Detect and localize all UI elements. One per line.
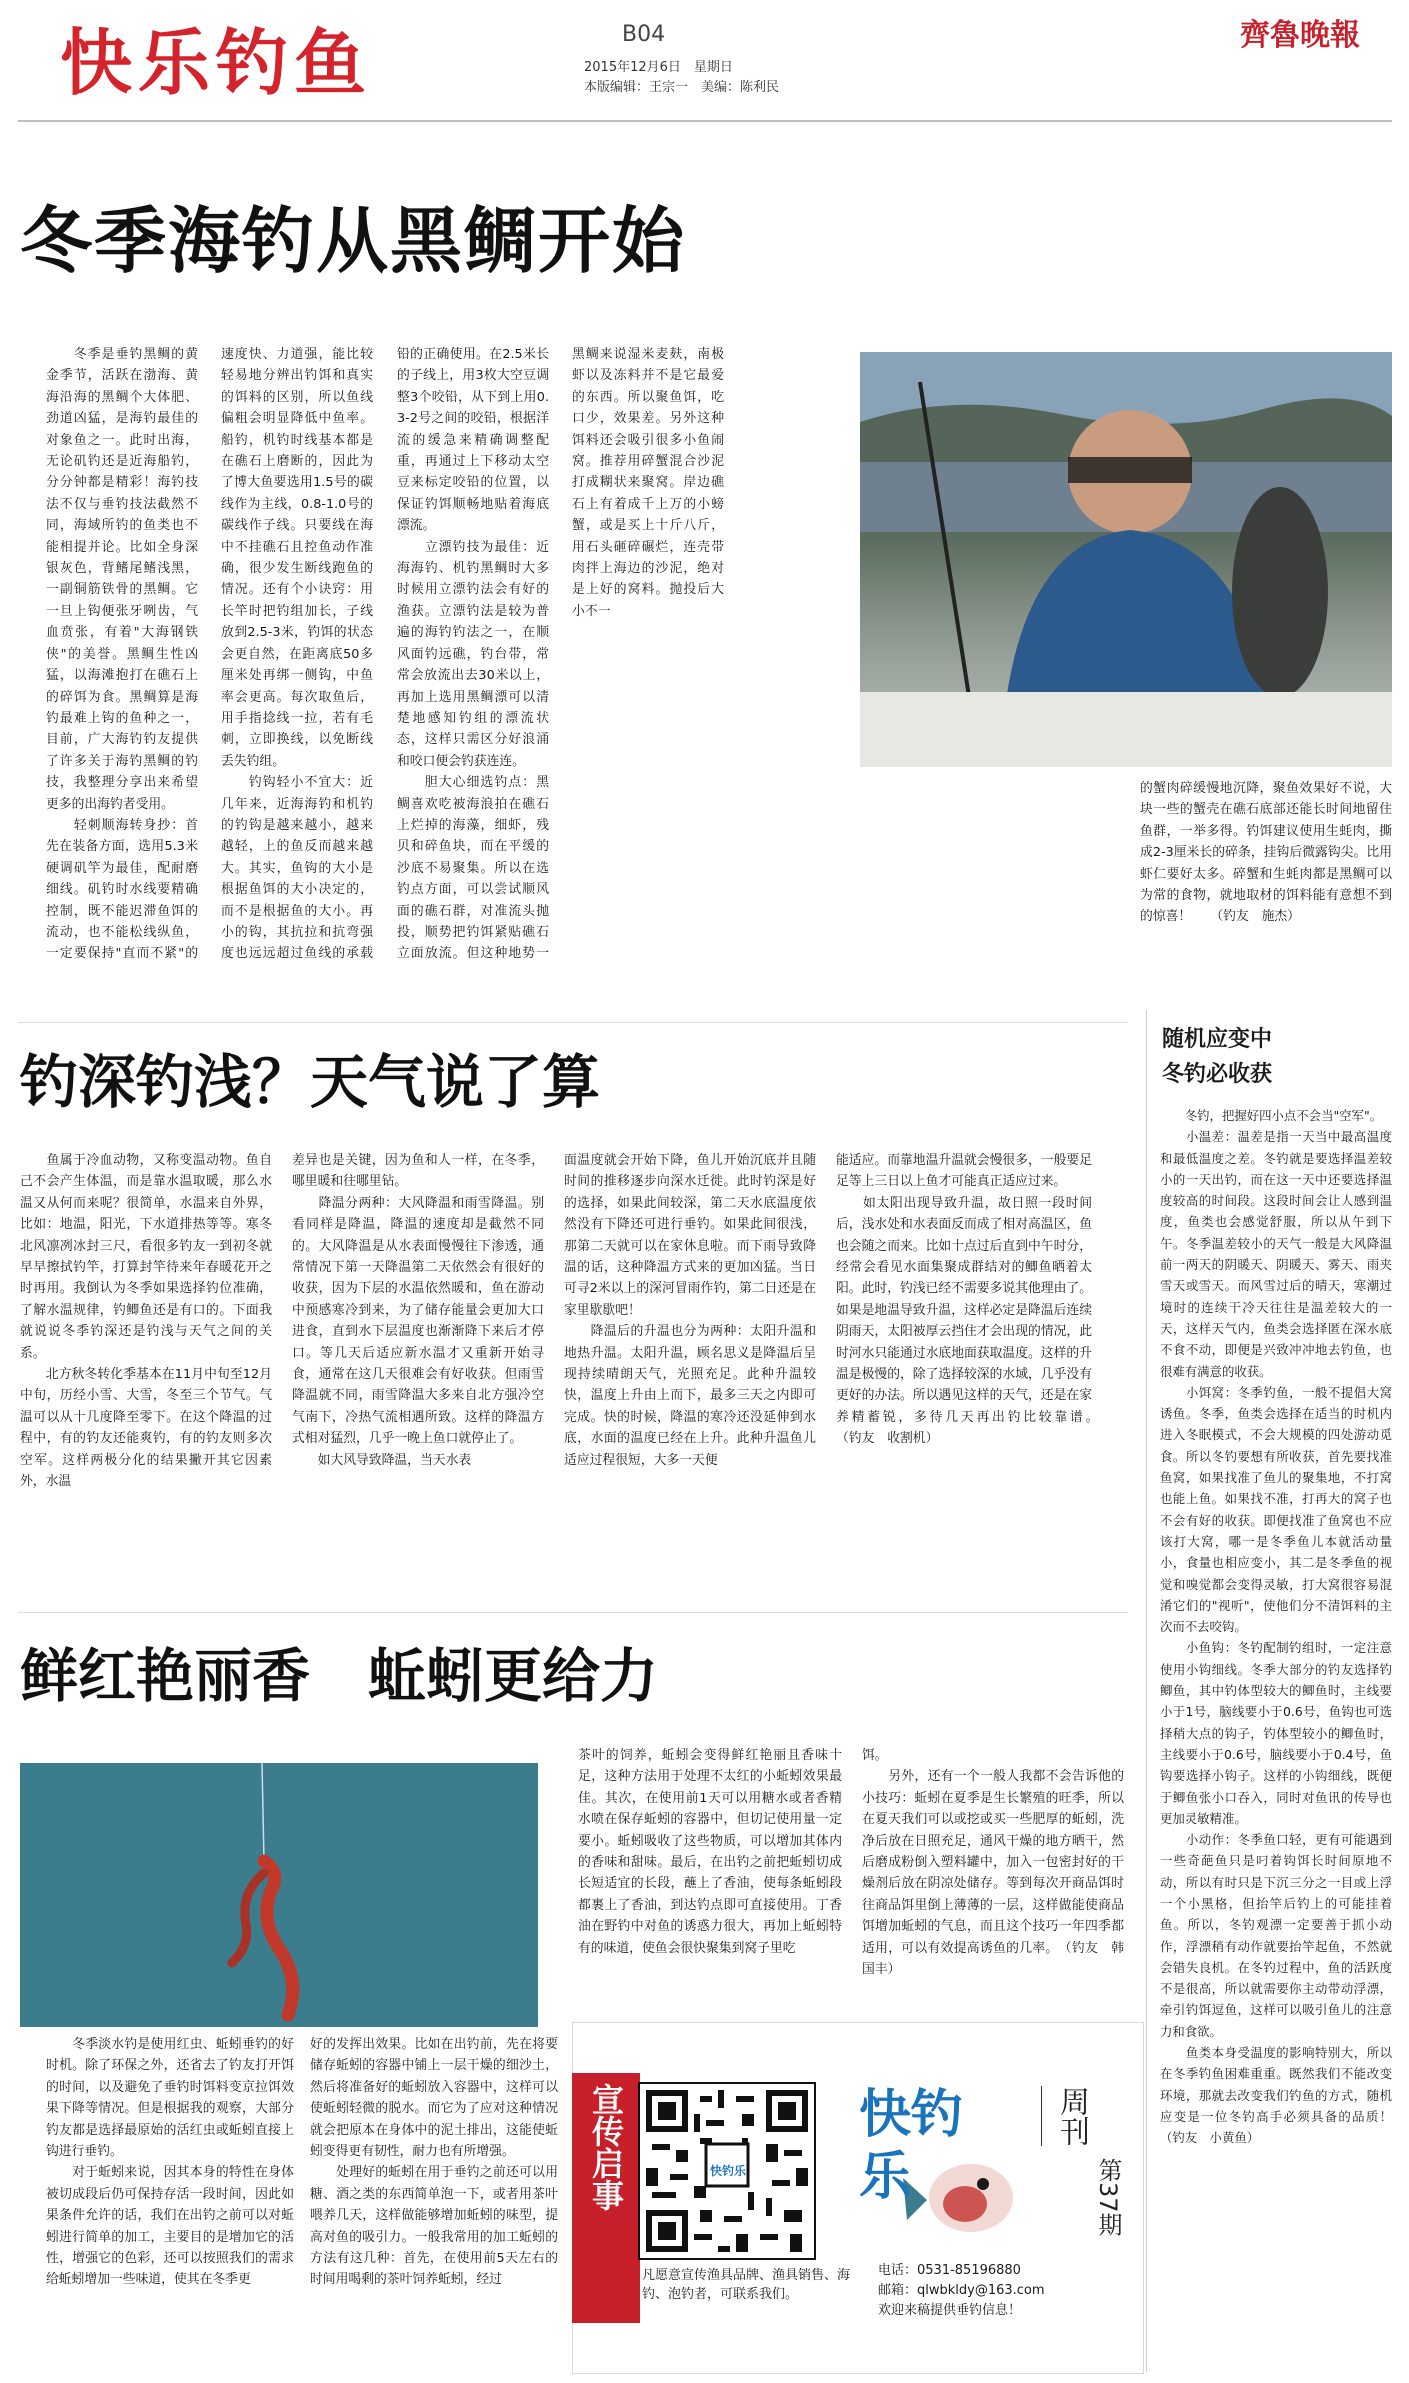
sidebar-text: 冬钓，把握好四小点不会当"空军"。 小温差：温差是指一天当中最高温度和最低温度之差。冬钓就是要选择温差较小的一天出钓，而在这一天中还要选择温度较高的时间段。这段时间会让人感到温度，鱼类也会感觉舒服，所以从午到下午。冬季温差较小的天气一般是大风降温前一两天的阴暖天、阴暖天、雾天、雨夹雪天或雪天。而风雪过后的晴天，寒潮过境时的连续干冷天往往是温差较大的一天，这样天气内，鱼类会选择匿在深水底不食不动，即便是兴致冲冲地去钓鱼，也很难有满意的收获。 小饵窝：冬季钓鱼，一般不提倡大窝诱鱼。冬季，鱼类会选择在适当的时机内进入冬眠模式，不会大规模的四处游动觅食。所以冬钓要想有所收获，首先要找准鱼窝，如果找准了鱼儿的聚集地，不打窝也能上鱼。如果找不准，打再大的窝子也不会有好的收获。即便找准了鱼窝也不应该打大窝，哪一是冬季鱼儿本就活动量小，食量也相应变小，其二是冬季鱼的视觉和嗅觉都会变得灵敏，打大窝很容易混淆它们的"视听"，使他们分不清饵料的主次而不去咬钩。 小鱼钩：冬钓配制钓组时，一定注意使用小钩细线。冬季大部分的钓友选择钓鲫鱼，其中钓体型较大的鲫鱼时，主线要小于1号，脑线要小于0.6号，鱼钩也可选择稍大点的钩子，钓体型较小的鲫鱼时，主线要小于0.6号，脑线要小于0.4号，鱼钩要选择小钩子。这样的小钩细线，既便于鲫鱼张小口吞入，同时对鱼讯的传导也更加灵敏精准。 小动作：冬季鱼口轻，更有可能遇到一些奇葩鱼只是叼着钩饵长时间原地不动，所以有时只是下沉三分之一目或上浮一个小黑格，但抬竿后钓上的可能挂着鱼。所以，冬钓观漂一定要善于抓小动作，浮漂稍有动作就要抬竿起鱼，不然就会错失良机。在冬钓过程中，鱼的活跃度不是很高，所以就需要你主动带动浮漂，牵引钓饵逗鱼，这样可以吸引鱼儿的注意力和食欲。 鱼类本身受温度的影响特别大，所以在冬季钓鱼困难重重。既然我们不能改变环境，那就去改变我们钓鱼的方式，随机应变是一位冬钓高手必须具备的品质！ （钓友 小黄鱼） [1160,1108,1392,2146]
sidebar-divider [1146,1010,1147,2372]
newspaper-logo: 齊魯晚報 [1240,18,1360,53]
brand-weekly-label: 周刊 [1041,2086,1091,2146]
article3-col3: 茶叶的饲养，蚯蚓会变得鲜红艳丽且香味十足，这种方法用于处理不太红的小蚯蚓效果最佳。其次，在使用前1天可以用糖水或者香精水喷在保存蚯蚓的容器中，但切记使用量一定要小。蚯蚓吸收了这些物质，可以增加其体内的香味和甜味。最后，在出钓之前把蚯蚓切成长短适宜的长段，蘸上了香油，使每条蚯蚓段都裹上了香油，到达钓点即可直接使用。丁香油在野钓中对鱼的诱惑力很大，再加上蚯蚓特有的味道，使鱼会很快聚集到窝子里吃 [578,1748,842,1956]
qr-code[interactable] [638,2082,816,2260]
promo-text: 凡愿意宣传渔具品牌、渔具销售、海钓、泡钓者，可联系我们。 [642,2268,851,2302]
fisherman-illustration [860,352,1392,767]
photo-black-seabream [860,352,1392,767]
qr-center-label: 快钓乐 [709,2164,746,2178]
earthworm-illustration [20,1763,538,2027]
contact-email: 邮箱：qlwbkldy@163.com [878,2283,1045,2298]
article1-title: 冬季海钓从黑鲷开始 [20,199,687,283]
photo-earthworm [20,1763,538,2027]
article1-col5: 的蟹肉碎缓慢地沉降，聚鱼效果好不说，大块一些的蟹壳在礁石底部还能长时间地留住鱼群，一举多得。钓饵建议使用生蚝肉，撕成2-3厘米长的碎条，挂钩后微露钩尖。比用虾仁要好太多。碎蟹和生蚝肉都是黑鲷可以为常的食物，就地取材的饵料能有意想不到的惊喜！ （钓友 施杰） [1140,781,1392,925]
sidebar-title: 随机应变中 冬钓必收获 [1162,1027,1273,1087]
brand-box [855,2080,1135,2258]
article3-col1: 冬季淡水钓是使用红虫、蚯蚓垂钓的好时机。除了环保之外，还省去了钓友打开饵的时间，以及避免了垂钓时饵料变京拉饵效果下降等情况。但是根据我的观察，大部分钓友都是选择最原始的活红虫或蚯蚓直接上钩进行垂钓。 对于蚯蚓来说，因其本身的特性在身体被切成段后仍可保持存活一段时间，因此如果条件允许的话，我们在出钓之前可以对蚯蚓进行简单的加工，主要目的是增加它的活性，增强它的色彩，还可以按照我们的需求给蚯蚓增加一些味道，使其在冬季更 [46,2037,294,2288]
article3-title: 鲜红艳丽香 蚯蚓更给力 [20,1642,659,1710]
article2-col2: 差异也是关键，因为鱼和人一样，在冬季，哪里暖和往哪里钻。 降温分两种：大风降温和雨雪降温。别看同样是降温，降温的速度却是截然不同的。大风降温是从水表面慢慢往下渗透，通常情况下第一天降温第二天依然会有很好的收获，因为下层的水温依然暖和，鱼在游动中预感寒冷到来，为了储存能量会更加大口进食，直到水下层温度也渐渐降下来后才停口。等几天后适应新水温才又重新开始寻食，通常在这几天很难会有好收获。但雨雪降温就不同，雨雪降温大多来自北方强冷空气南下，冷热气流相遇所致。这样的降温方式相对猛烈，几乎一晚上鱼口就停止了。 如大风导致降温，当天水表 [292,1153,544,1468]
editor-line: 本版编辑：王宗一 美编：陈利民 [584,80,780,95]
article1-col3: 铅的正确使用。在2.5米长的子线上，用3枚大空豆调整3个咬铅，从下到上用0.3-2号之间的咬铅，根据洋流的缓急来精确调整配重，再通过上下移动太空豆来标定咬铅的位置，以保证钓饵顺畅地贴着海底漂流。 立漂钓技为最佳：近海海钓、机钓黑鲷时大多时候用立漂钓法会有好的渔获。立漂钓法是较为普遍的海钓钓法之一，在顺风面钓远礁，钓台带，常常会放流出去30米以上，再加上选用黑鲷漂可以清楚地感知钓组的漂流状态，这样只需区分好浪涌和咬口便会钓获连连。 胆大心细选钓点：黑鲷喜欢吃被海浪拍在礁石上烂掉的海藻，细虾，残贝和碎鱼块，而在平缓的沙底不易聚集。所以在选钓点方面，可以尝试顺风面的礁石群，对准流头抛投，顺势把钓饵紧贴礁石立面放流。但这种地势一 [397,347,549,962]
brand-name: 快钓乐 [859,2085,964,2207]
article2-top-rule [18,1022,1128,1023]
article2-col1: 鱼属于冷血动物，又称变温动物。鱼自己不会产生体温，而是靠水温取暖，那么水温又从何而来呢？很简单，水温来自外界，比如：地温，阳光，下水道排热等等。寒冬北风凛冽冰封三尺，看很多钓友一到初冬就早早擦拭钓竿，打算封竿待来年春暖花开之时再用。我倒认为冬季如果选择钓位准确，了解水温规律，钓鲫鱼还是有口的。下面我就说说冬季钓深还是钓浅与天气之间的关系。 北方秋冬转化季基本在11月中旬至12月中旬，历经小雪、大雪，冬至三个节气。气温可以从十几度降至零下。在这个降温的过程中，有的钓友还能爽钓，有的钓友则多次空军。这样两极分化的结果撇开其它因素外，水温 [20,1153,272,1490]
date-line: 2015年12月6日 星期日 [584,60,733,75]
article1-col4: 黑鲷来说湿米麦麸，南极虾以及冻料并不是它最爱的东西。所以聚鱼饵，吃口少，效果差。另外这种饵料还会吸引很多小鱼闹窝。推荐用碎蟹混合沙泥打成糊状来聚窝。岸边礁石上有着成千上万的小螃蟹，或是买上十斤八斤，用石头砸碎碾烂，连壳带肉拌上海边的沙泥，绝对是上好的窝料。抛投后大小不一 [572,347,724,619]
header-rule [18,120,1392,122]
article3-col2: 好的发挥出效果。比如在出钓前，先在将要储存蚯蚓的容器中铺上一层干燥的细沙土，然后将准备好的蚯蚓放入容器中，这样可以使蚯蚓轻微的脱水。而它为了应对这种情况就会把原本在身体中的泥土排出，这能使蚯蚓变得更有韧性，耐力也有所增强。 处理好的蚯蚓在用于垂钓之前还可以用糖、酒之类的东西简单泡一下，或者用茶叶喂养几天，这样做能够增加蚯蚓的味型，提高对鱼的吸引力。一般我常用的加工蚯蚓的方法有这几种：首先，在使用前5天左右的时间用喝剩的茶叶饲养蚯蚓，经过 [310,2037,558,2288]
page-code: B04 [622,22,666,47]
promo-badge-label: 宣传启事 [587,2083,625,2211]
welcome-text: 欢迎来稿提供垂钓信息！ [878,2303,1022,2318]
article2-col4: 能适应。而靠地温升温就会慢很多，一般要足足等上三日以上鱼才可能真正适应过来。 如太阳出现导致升温，故日照一段时间后，浅水处和水表面反而成了相对高温区，鱼也会随之而来。比如十点过后直到中午时分，经常会看见水面集聚成群结对的鲫鱼晒着太阳。此时，钓浅已经不需要多说其他理由了。如果是地温导致升温，这样必定是降温后连续阴雨天，太阳被厚云挡住才会出现的情况，此时河水只能通过水底地面获取温度。这样的升温是极慢的，除了选择较深的水域，几乎没有更好的办法。所以遇见这样的天气，还是在家养精蓄锐，多待几天再出钓比较靠谱。 （钓友 收割机） [836,1153,1092,1447]
issue-number: 第37期 [1094,2158,1122,2237]
promo-badge [572,2073,640,2323]
article1-col2: 速度快、力道强，能比较轻易地分辨出钓饵和真实的饵料的区别，所以鱼线偏粗会明显降低中鱼率。船钓，机钓时线基本都是在礁石上磨断的，因此为了博大鱼要选用1.5号的碳线作为主线，0.8-1.0号的碳线作子线。只要线在海中不挂礁石且控鱼动作准确，很少发生断线跑鱼的情况。还有个小诀窍：用长竿时把钓组加长，子线放到2.5-3米，钓饵的状态会更自然，在距离底50多厘米处再绑一侧钩，中鱼率会更高。每次取鱼后，用手指捻线一拉，若有毛刺，立即换线，以免断线丢失钓组。 钓钩轻小不宜大：近几年来，近海海钓和机钓的钓钩是越来越小，越来越轻，上的鱼反而越来越大。其实，鱼钩的大小是根据鱼饵的大小决定的，而不是根据鱼的大小。再小的钩，其抗拉和抗弯强度也远远超过鱼线的承载 [221,347,373,962]
article2-title: 钓深钓浅？天气说了算 [20,1048,601,1116]
article2-col3: 面温度就会开始下降，鱼儿开始沉底并且随时间的推移逐步向深水迁徙。此时钓深是好的选择，如果此间较深，第二天水底温度依然没有下降还可进行垂钓。如果此间很浅，那第二天就可以在家休息啦。而下雨导致降温的话，这种降温方式来的更加凶猛。当日可寻2米以上的深河冒雨作钓，第二日还是在家里歇歇吧！ 降温后的升温也分为两种：太阳升温和地热升温。太阳升温，顾名思义是降温后呈现持续晴朗天气，光照充足。此种升温较快，温度上升由上而下，最多三天之内即可完成。快的时候，降温的寒冷还没延伸到水底，水面的温度已经在上升。此种升温鱼儿适应过程很短，大多一天便 [564,1153,816,1468]
contact-phone: 电话：0531-85196880 [878,2263,1021,2278]
article1-col4b [860,778,1025,968]
article3-top-rule [18,1612,1128,1613]
article1-col1: 冬季是垂钓黑鲷的黄金季节，活跃在渤海、黄海沿海的黑鲷个大体肥、劲道凶猛，是海钓最佳的对象鱼之一。此时出海，无论矶钓还是近海船钓，分分钟都是精彩！海钓技法不仅与垂钓技法截然不同，海域所钓的鱼类也不能相提并论。比如全身深银灰色，背鳍尾鳍浅黑，一副铜筋铁骨的黑鲷。它一旦上钩便张牙咧齿，气血贲张，有着"大海钢铁侠"的美誉。黑鲷生性凶猛，以海滩抱打在礁石上的碎饵为食。黑鲷算是海钓最难上钩的鱼种之一，目前，广大海钓钓友提供了许多关于海钓黑鲷的钓技，我整理分享出来希望更多的出海钓者受用。 轻刺顺海转身抄：首先在装备方面，选用5.3米硬调矶竿为最佳，配耐磨细线。矶钓时水线要精确控制，既不能迟滞鱼饵的流动，也不能松线纵鱼，一定要保持"直而不紧"的 [46,347,198,962]
article3-col4: 饵。 另外，还有一个一般人我都不会告诉他的小技巧：蚯蚓在夏季是生长繁殖的旺季，所以在夏天我们可以或挖或买一些肥厚的蚯蚓，洗净后放在日照充足，通风干燥的地方晒干，然后磨成粉倒入塑料罐中，加入一包密封好的干燥剂后放在阴凉处储存。等到每次开商品饵时往商品饵里倒上薄薄的一层，这样做能使商品饵增加蚯蚓的气息，而且这个技巧一年四季都适用，可以有效提高诱鱼的几率。 （钓友 韩国丰） [862,1748,1124,1978]
masthead: 快乐钓鱼 [60,21,373,105]
